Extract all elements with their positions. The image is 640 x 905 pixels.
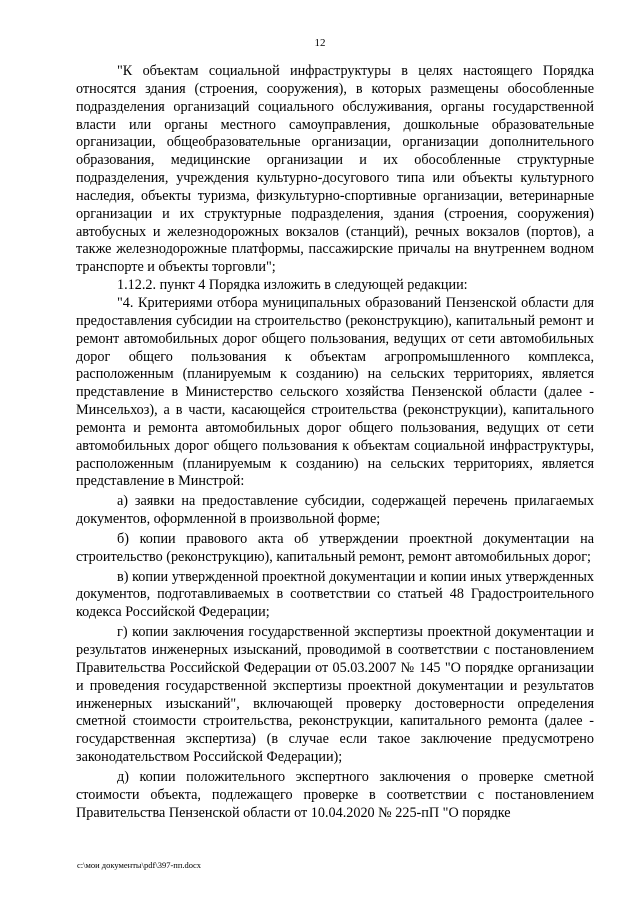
page-number: 12 <box>314 37 326 49</box>
list-item-b: б) копии правового акта об утверждении проектной документации на строительство (реконструкцию), капитальный ремонт, ремонт автомобильных дорог; <box>76 530 594 565</box>
paragraph-clause-1-12-2: 1.12.2. пункт 4 Порядка изложить в следующей редакции: <box>117 277 468 294</box>
footer-file-path: c:\мои документы\pdf\397-пп.docx <box>77 860 202 870</box>
list-item-v: в) копии утвержденной проектной документации и копии иных утвержденных документов, подготавливаемых в соответствии со статьей 48 Градостроительного кодекса Российской Федерации; <box>76 568 594 621</box>
list-item-d: д) копии положительного экспертного заключения о проверке сметной стоимости объекта, подлежащего проверке в соответствии с постановлением Правительства Пензенской области от 10.04.2020 № 225-пП "О порядке <box>76 768 594 821</box>
paragraph-selection-criteria: "4. Критериями отбора муниципальных образований Пензенской области для предоставления субсидии на строительство (реконструкцию), капитальный ремонт и ремонт автомобильных дорог общего пользования, ведущих от сети автомобильных дорог общего пользования к объектам агропромышленного комплекса, расположенным (планируемым к созданию) на сельских территориях, является представление в Министерство сельского хозяйства Пензенской области (далее - Минсельхоз), а в части, касающейся строительства (реконструкции), капитального ремонта и ремонта автомобильных дорог общего пользования, ведущих от сети автомобильных дорог общего пользования к объектам социальной инфраструктуры, расположенным (планируемым к созданию) на сельских территориях, является представление в Минстрой: <box>76 294 594 490</box>
document-body <box>76 63 594 822</box>
list-item-a: а) заявки на предоставление субсидии, содержащей перечень прилагаемых документов, оформленной в произвольной форме; <box>76 493 594 528</box>
paragraph-social-infrastructure: "К объектам социальной инфраструктуры в целях настоящего Порядка относятся здания (строения, сооружения), в которых размещены обособленные подразделения организаций социального обслуживания, органы государственной власти или органы местного самоуправления, дошкольные образовательные организации, общеобразовательные организации, организации дополнительного образования, медицинские организации и их обособленные структурные подразделения, учреждения культурно-досугового типа или объекты культурного наследия, объекты туризма, физкультурно-спортивные организации, ветеринарные организации и их структурные подразделения, здания (строения, сооружения) автобусных и железнодорожных вокзалов (станций), речных вокзалов (портов), а также железнодорожные платформы, пассажирские причалы на внутреннем водном транспорте и объекты торговли"; <box>76 63 594 276</box>
list-item-g: г) копии заключения государственной экспертизы проектной документации и результатов инженерных изысканий, проводимой в соответствии с постановлением Правительства Российской Федерации от 05.03.2007 № 145 "О порядке организации и проведения государственной экспертизы проектной документации и результатов инженерных изысканий", включающей проверку достоверности определения сметной стоимости строительства, реконструкции, капитального ремонта (далее - государственная экспертиза) (в случае если такое заключение предусмотрено законодательством Российской Федерации); <box>76 624 594 766</box>
